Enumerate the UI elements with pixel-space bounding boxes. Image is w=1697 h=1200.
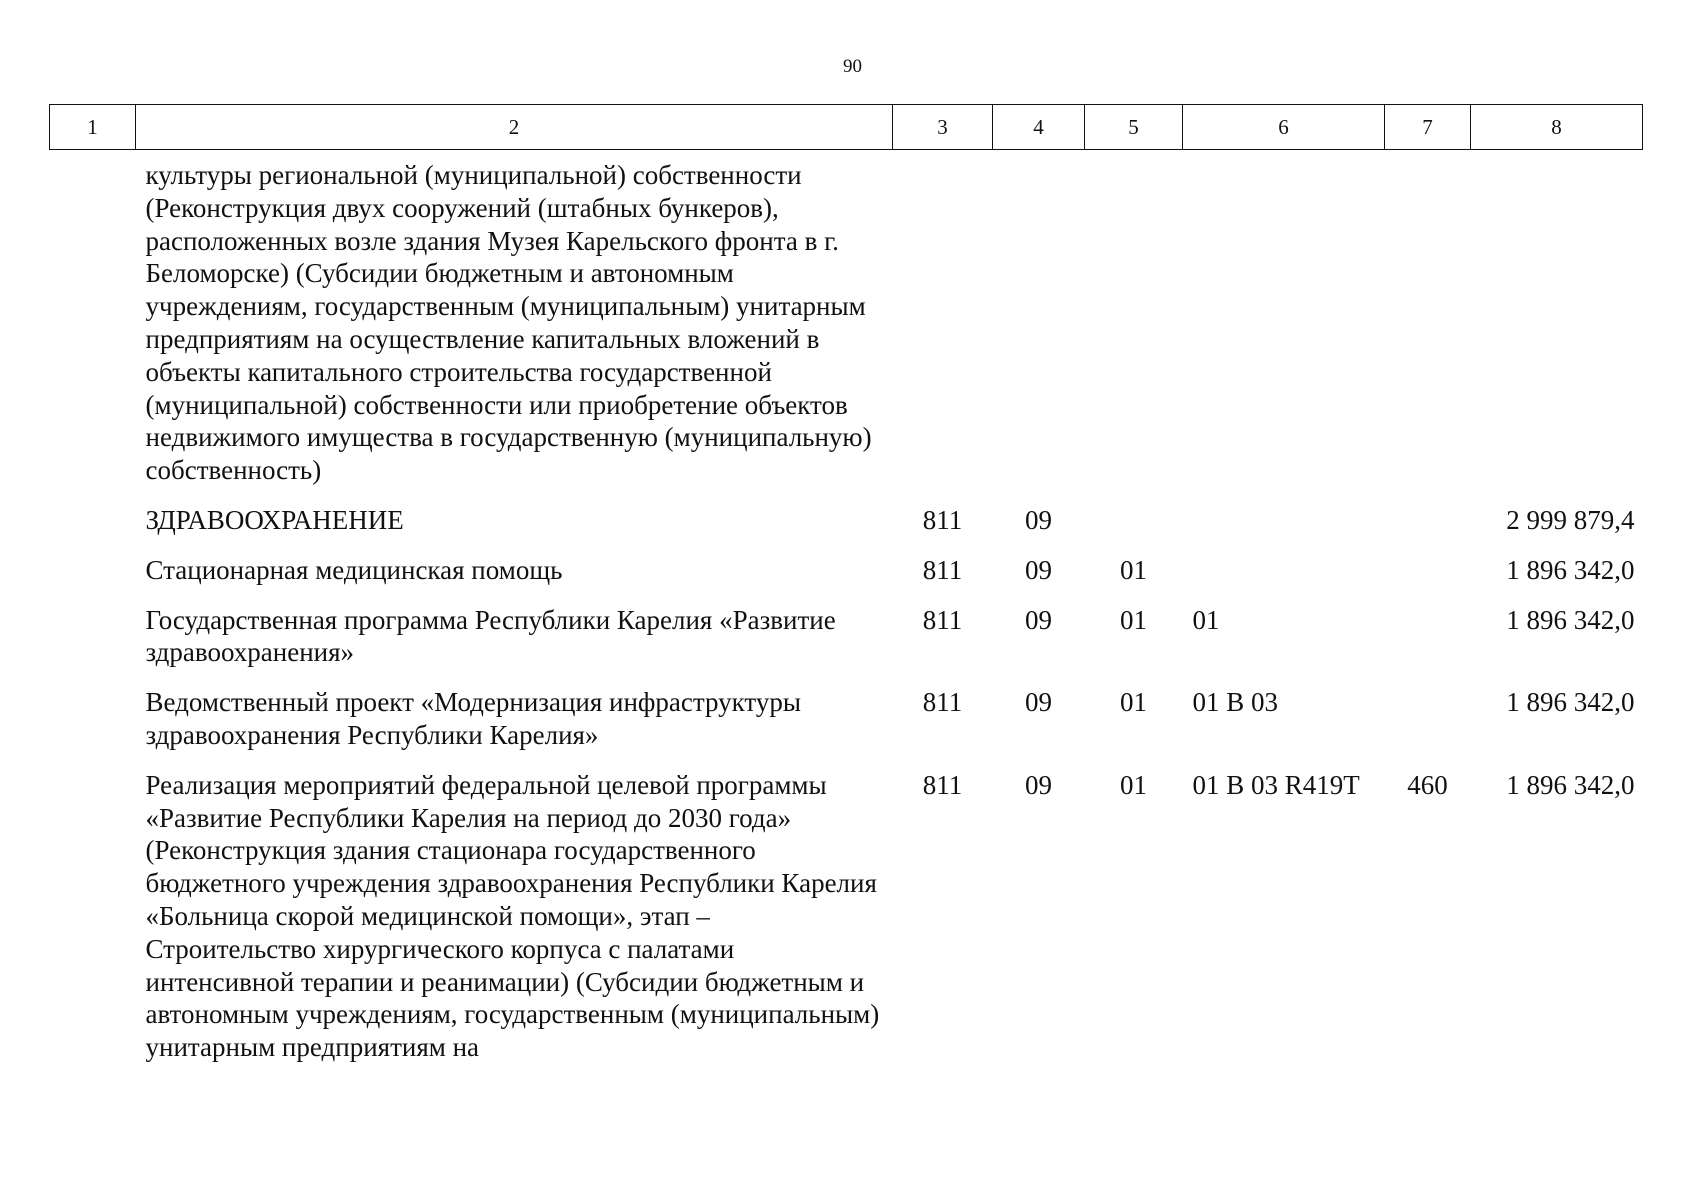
table-row (50, 686, 1643, 769)
table-row (50, 504, 1643, 554)
ministry-code-cell: 811 (922, 769, 963, 800)
ministry-code-cell: 811 (922, 504, 963, 535)
table-row (50, 604, 1643, 687)
ministry-code-cell: 811 (922, 687, 963, 718)
column-header-5: 5 (1085, 105, 1183, 150)
section-code-cell: 09 (1025, 554, 1052, 585)
column-header-8: 8 (1471, 105, 1643, 150)
row-description: ЗДРАВООХРАНЕНИЕ (145, 504, 404, 535)
ministry-code-cell: 811 (922, 604, 963, 635)
row-number-cell (50, 150, 136, 504)
target-article-cell (1183, 554, 1385, 604)
column-header-7: 7 (1385, 105, 1471, 150)
column-header-3: 3 (893, 105, 993, 150)
expense-type-cell (1385, 150, 1471, 504)
row-number-cell (50, 686, 136, 769)
amount-cell: 1 896 342,0 (1506, 687, 1635, 718)
column-number-header-row (50, 105, 1643, 150)
column-header-4: 4 (993, 105, 1085, 150)
row-description: Государственная программа Республики Карелия «Развитие здравоохранения» (145, 604, 836, 668)
column-header-2: 2 (136, 105, 893, 150)
page-number: 90 (843, 56, 862, 77)
amount-cell: 2 999 879,4 (1506, 504, 1635, 535)
row-description: Стационарная медицинская помощь (145, 554, 563, 585)
expense-type-cell (1385, 554, 1471, 604)
row-description: Реализация мероприятий федеральной целевой программы «Развитие Республики Карелия на период до 2030 года» (Реконструкция здания стационара государственного бюджетного учреждения здравоохранения Республики Карелия «Больница скорой медицинской помощи», этап – Строительство хирургического корпуса с палатами интенсивной терапии и реанимации) (Субсидии бюджетным и автономным учреждениям, государственным (муниципальным) унитарным предприятиям на (145, 769, 880, 1063)
table-row (50, 150, 1643, 504)
row-description: культуры региональной (муниципальной) собственности (Реконструкция двух сооружений (штабных бункеров), расположенных возле здания Музея Карельского фронта в г. Беломорске) (Субсидии бюджетным и автономным учреждениям, государственным (муниципальным) унитарным предприятиям на осуществление капитальных вложений в объекты капитального строительства государственной (муниципальной) собственности или приобретение объектов недвижимого имущества в государственную (муниципальную) собственность) (145, 160, 872, 486)
ministry-code-cell: 811 (922, 554, 963, 585)
section-code-cell (993, 150, 1085, 504)
expense-type-cell (1385, 604, 1471, 687)
amount-cell: 1 896 342,0 (1506, 604, 1635, 635)
row-number-cell (50, 504, 136, 554)
target-article-cell: 01 В 03 R419Т (1192, 769, 1360, 800)
section-code-cell: 09 (1025, 769, 1052, 800)
row-number-cell (50, 554, 136, 604)
table-row (50, 554, 1643, 604)
section-code-cell: 09 (1025, 687, 1052, 718)
subsection-code-cell: 01 (1120, 687, 1147, 718)
column-header-1: 1 (50, 105, 136, 150)
amount-cell: 1 896 342,0 (1506, 554, 1635, 585)
row-number-cell (50, 604, 136, 687)
table-row (50, 769, 1643, 1064)
section-code-cell: 09 (1025, 604, 1052, 635)
expense-type-cell: 460 (1407, 769, 1448, 800)
expense-type-cell (1385, 686, 1471, 769)
expense-type-cell (1385, 504, 1471, 554)
target-article-cell: 01 В 03 (1192, 687, 1279, 718)
subsection-code-cell: 01 (1120, 769, 1147, 800)
row-description: Ведомственный проект «Модернизация инфраструктуры здравоохранения Республики Карелия» (145, 687, 801, 750)
amount-cell (1471, 150, 1643, 504)
subsection-code-cell: 01 (1120, 554, 1147, 585)
target-article-cell (1183, 150, 1385, 504)
target-article-cell (1183, 504, 1385, 554)
subsection-code-cell (1085, 150, 1183, 504)
row-number-cell (50, 769, 136, 1064)
budget-table (49, 104, 1643, 1064)
subsection-code-cell: 01 (1120, 604, 1147, 635)
ministry-code-cell (893, 150, 993, 504)
amount-cell: 1 896 342,0 (1506, 769, 1635, 800)
target-article-cell: 01 (1192, 604, 1220, 635)
subsection-code-cell (1085, 504, 1183, 554)
column-header-6: 6 (1183, 105, 1385, 150)
section-code-cell: 09 (1025, 504, 1052, 535)
